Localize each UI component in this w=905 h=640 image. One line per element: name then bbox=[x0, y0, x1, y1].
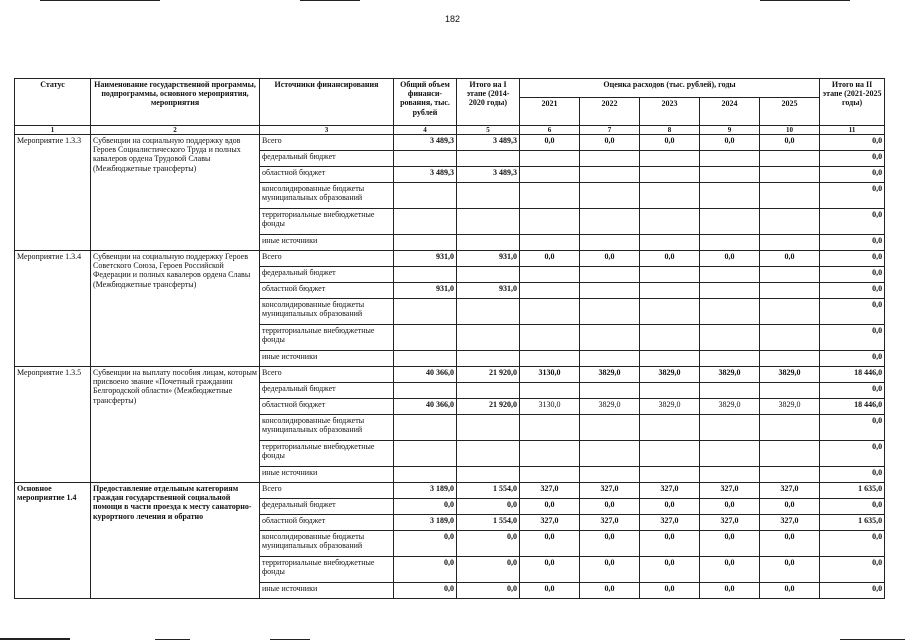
value-cell: 18 446,0 bbox=[820, 367, 885, 383]
value-cell: 1 635,0 bbox=[820, 483, 885, 499]
value-cell bbox=[457, 383, 520, 399]
source-cell: территориальные внебюджетные фонды bbox=[260, 209, 394, 235]
value-cell bbox=[700, 441, 760, 467]
value-cell: 327,0 bbox=[640, 483, 700, 499]
value-cell bbox=[760, 151, 820, 167]
value-cell: 21 920,0 bbox=[457, 367, 520, 383]
source-cell: федеральный бюджет bbox=[260, 383, 394, 399]
value-cell bbox=[700, 283, 760, 299]
column-number: 10 bbox=[760, 126, 820, 135]
value-cell: 0,0 bbox=[640, 583, 700, 599]
value-cell bbox=[394, 325, 457, 351]
budget-table bbox=[14, 78, 885, 599]
value-cell bbox=[457, 467, 520, 483]
value-cell: 327,0 bbox=[520, 483, 580, 499]
value-cell: 0,0 bbox=[820, 209, 885, 235]
value-cell: 3130,0 bbox=[520, 399, 580, 415]
value-cell bbox=[640, 167, 700, 183]
value-cell bbox=[700, 383, 760, 399]
status-cell: Мероприятие 1.3.4 bbox=[15, 251, 91, 367]
value-cell bbox=[580, 415, 640, 441]
value-cell bbox=[457, 209, 520, 235]
value-cell: 3829,0 bbox=[640, 367, 700, 383]
value-cell bbox=[457, 267, 520, 283]
value-cell bbox=[394, 383, 457, 399]
value-cell bbox=[640, 325, 700, 351]
page-number: 182 bbox=[444, 14, 461, 24]
value-cell: 0,0 bbox=[820, 299, 885, 325]
column-number: 3 bbox=[260, 126, 394, 135]
value-cell bbox=[520, 467, 580, 483]
value-cell: 3829,0 bbox=[700, 399, 760, 415]
scan-border-top bbox=[760, 0, 850, 1]
value-cell: 0,0 bbox=[820, 151, 885, 167]
source-cell: федеральный бюджет bbox=[260, 151, 394, 167]
value-cell bbox=[457, 299, 520, 325]
value-cell: 0,0 bbox=[820, 467, 885, 483]
value-cell: 3 489,3 bbox=[457, 135, 520, 151]
value-cell bbox=[640, 383, 700, 399]
value-cell bbox=[520, 167, 580, 183]
value-cell bbox=[580, 151, 640, 167]
value-cell: 0,0 bbox=[580, 531, 640, 557]
value-cell bbox=[580, 325, 640, 351]
value-cell bbox=[394, 183, 457, 209]
value-cell: 0,0 bbox=[760, 499, 820, 515]
value-cell bbox=[760, 415, 820, 441]
value-cell bbox=[580, 441, 640, 467]
value-cell bbox=[640, 299, 700, 325]
table-header bbox=[15, 79, 885, 135]
name-cell: Субвенции на выплату пособия лицам, которым присвоено звание «Почетный гражданин Белгородской области» (Межбюджетные трансферты) bbox=[91, 367, 260, 483]
column-number: 11 bbox=[820, 126, 885, 135]
column-number: 6 bbox=[520, 126, 580, 135]
column-number: 8 bbox=[640, 126, 700, 135]
value-cell bbox=[520, 283, 580, 299]
source-cell: Всего bbox=[260, 135, 394, 151]
value-cell bbox=[580, 351, 640, 367]
value-cell: 0,0 bbox=[820, 167, 885, 183]
header-source: Источники финансирования bbox=[260, 79, 394, 126]
source-cell: Всего bbox=[260, 483, 394, 499]
value-cell: 18 446,0 bbox=[820, 399, 885, 415]
value-cell bbox=[457, 441, 520, 467]
value-cell: 0,0 bbox=[820, 583, 885, 599]
header-year: 2024 bbox=[700, 98, 760, 126]
value-cell: 0,0 bbox=[394, 583, 457, 599]
value-cell bbox=[760, 383, 820, 399]
value-cell: 327,0 bbox=[580, 515, 640, 531]
value-cell: 327,0 bbox=[760, 515, 820, 531]
column-number-row bbox=[15, 126, 885, 135]
value-cell bbox=[640, 209, 700, 235]
value-cell bbox=[760, 351, 820, 367]
value-cell: 0,0 bbox=[394, 499, 457, 515]
column-number: 9 bbox=[700, 126, 760, 135]
value-cell: 0,0 bbox=[760, 531, 820, 557]
value-cell: 3 489,3 bbox=[457, 167, 520, 183]
source-cell: территориальные внебюджетные фонды bbox=[260, 557, 394, 583]
value-cell bbox=[520, 415, 580, 441]
value-cell: 327,0 bbox=[700, 515, 760, 531]
value-cell: 0,0 bbox=[820, 557, 885, 583]
value-cell bbox=[394, 441, 457, 467]
value-cell: 3829,0 bbox=[760, 399, 820, 415]
source-cell: областной бюджет bbox=[260, 283, 394, 299]
source-cell: федеральный бюджет bbox=[260, 499, 394, 515]
source-cell: территориальные внебюджетные фонды bbox=[260, 441, 394, 467]
value-cell bbox=[520, 383, 580, 399]
value-cell: 327,0 bbox=[520, 515, 580, 531]
value-cell bbox=[457, 235, 520, 251]
value-cell: 0,0 bbox=[580, 251, 640, 267]
value-cell: 3130,0 bbox=[520, 367, 580, 383]
value-cell bbox=[700, 267, 760, 283]
header-year: 2022 bbox=[580, 98, 640, 126]
value-cell: 931,0 bbox=[394, 283, 457, 299]
value-cell bbox=[700, 183, 760, 209]
value-cell: 0,0 bbox=[640, 557, 700, 583]
value-cell bbox=[640, 151, 700, 167]
value-cell: 3829,0 bbox=[640, 399, 700, 415]
value-cell bbox=[760, 167, 820, 183]
status-cell: Мероприятие 1.3.3 bbox=[15, 135, 91, 251]
value-cell: 0,0 bbox=[700, 499, 760, 515]
header-stage1: Итого на I этапе (2014-2020 годы) bbox=[457, 79, 520, 126]
value-cell bbox=[580, 209, 640, 235]
source-cell: областной бюджет bbox=[260, 515, 394, 531]
value-cell bbox=[760, 183, 820, 209]
table-row bbox=[15, 483, 885, 499]
value-cell: 0,0 bbox=[457, 557, 520, 583]
value-cell: 0,0 bbox=[520, 557, 580, 583]
value-cell: 931,0 bbox=[394, 251, 457, 267]
value-cell bbox=[520, 183, 580, 209]
value-cell bbox=[394, 467, 457, 483]
value-cell: 0,0 bbox=[640, 499, 700, 515]
value-cell: 3 489,3 bbox=[394, 167, 457, 183]
value-cell: 1 635,0 bbox=[820, 515, 885, 531]
value-cell bbox=[760, 441, 820, 467]
value-cell bbox=[640, 183, 700, 209]
value-cell bbox=[640, 415, 700, 441]
value-cell bbox=[394, 299, 457, 325]
header-year: 2025 bbox=[760, 98, 820, 126]
value-cell bbox=[520, 267, 580, 283]
value-cell bbox=[394, 209, 457, 235]
value-cell bbox=[457, 183, 520, 209]
value-cell: 0,0 bbox=[700, 583, 760, 599]
value-cell: 3 189,0 bbox=[394, 515, 457, 531]
value-cell: 0,0 bbox=[520, 583, 580, 599]
scan-border-top bbox=[300, 0, 360, 1]
value-cell: 3829,0 bbox=[760, 367, 820, 383]
source-cell: территориальные внебюджетные фонды bbox=[260, 325, 394, 351]
value-cell: 0,0 bbox=[820, 415, 885, 441]
value-cell: 0,0 bbox=[820, 251, 885, 267]
value-cell: 0,0 bbox=[457, 531, 520, 557]
value-cell bbox=[394, 151, 457, 167]
column-number: 4 bbox=[394, 126, 457, 135]
table-row bbox=[15, 367, 885, 383]
value-cell bbox=[520, 441, 580, 467]
value-cell: 327,0 bbox=[580, 483, 640, 499]
value-cell bbox=[700, 167, 760, 183]
source-cell: областной бюджет bbox=[260, 167, 394, 183]
value-cell: 21 920,0 bbox=[457, 399, 520, 415]
value-cell: 1 554,0 bbox=[457, 515, 520, 531]
value-cell: 0,0 bbox=[820, 283, 885, 299]
value-cell bbox=[700, 351, 760, 367]
value-cell: 0,0 bbox=[520, 531, 580, 557]
value-cell bbox=[760, 325, 820, 351]
value-cell bbox=[520, 351, 580, 367]
value-cell: 0,0 bbox=[457, 499, 520, 515]
column-number: 7 bbox=[580, 126, 640, 135]
scan-border-top bbox=[40, 0, 160, 1]
value-cell: 0,0 bbox=[820, 383, 885, 399]
value-cell: 0,0 bbox=[520, 135, 580, 151]
value-cell: 40 366,0 bbox=[394, 399, 457, 415]
header-stage2: Итого на II этапе (2021-2025 годы) bbox=[820, 79, 885, 126]
header-year: 2021 bbox=[520, 98, 580, 126]
value-cell: 0,0 bbox=[520, 499, 580, 515]
value-cell bbox=[760, 235, 820, 251]
value-cell bbox=[520, 151, 580, 167]
value-cell: 931,0 bbox=[457, 283, 520, 299]
source-cell: консолидированные бюджеты муниципальных образований bbox=[260, 531, 394, 557]
value-cell: 3829,0 bbox=[580, 367, 640, 383]
header-total: Общий объем финанси-рования, тыс. рублей bbox=[394, 79, 457, 126]
value-cell: 0,0 bbox=[820, 531, 885, 557]
value-cell bbox=[394, 235, 457, 251]
header-estimate: Оценка расходов (тыс. рублей), годы bbox=[520, 79, 820, 98]
value-cell: 0,0 bbox=[820, 183, 885, 209]
value-cell: 0,0 bbox=[760, 251, 820, 267]
value-cell: 0,0 bbox=[820, 267, 885, 283]
value-cell bbox=[760, 299, 820, 325]
value-cell: 0,0 bbox=[700, 251, 760, 267]
name-cell: Предоставление отдельным категориям граждан государственной социальной помощи в части проезда к месту санаторно-курортного лечения и обратно bbox=[91, 483, 260, 599]
value-cell bbox=[640, 235, 700, 251]
value-cell bbox=[640, 351, 700, 367]
value-cell bbox=[760, 283, 820, 299]
value-cell: 0,0 bbox=[760, 135, 820, 151]
source-cell: иные источники bbox=[260, 583, 394, 599]
value-cell: 40 366,0 bbox=[394, 367, 457, 383]
source-cell: консолидированные бюджеты муниципальных образований bbox=[260, 299, 394, 325]
source-cell: консолидированные бюджеты муниципальных образований bbox=[260, 183, 394, 209]
value-cell: 3829,0 bbox=[700, 367, 760, 383]
value-cell: 0,0 bbox=[700, 531, 760, 557]
value-cell: 0,0 bbox=[760, 583, 820, 599]
value-cell bbox=[520, 325, 580, 351]
value-cell: 3 189,0 bbox=[394, 483, 457, 499]
value-cell bbox=[580, 383, 640, 399]
value-cell bbox=[457, 325, 520, 351]
value-cell bbox=[580, 235, 640, 251]
value-cell bbox=[640, 441, 700, 467]
header-status: Статус bbox=[15, 79, 91, 126]
value-cell: 0,0 bbox=[700, 135, 760, 151]
status-cell: Основное мероприятие 1.4 bbox=[15, 483, 91, 599]
column-number: 1 bbox=[15, 126, 91, 135]
name-cell: Субвенции на социальную поддержку Героев Советского Союза, Героев Российской Федерации и полных кавалеров ордена Славы (Межбюджетные трансферты) bbox=[91, 251, 260, 367]
value-cell bbox=[457, 351, 520, 367]
header-year: 2023 bbox=[640, 98, 700, 126]
source-cell: иные источники bbox=[260, 351, 394, 367]
value-cell bbox=[520, 299, 580, 325]
value-cell: 0,0 bbox=[820, 441, 885, 467]
source-cell: консолидированные бюджеты муниципальных образований bbox=[260, 415, 394, 441]
source-cell: иные источники bbox=[260, 235, 394, 251]
value-cell: 0,0 bbox=[580, 135, 640, 151]
value-cell bbox=[700, 299, 760, 325]
value-cell: 0,0 bbox=[760, 557, 820, 583]
value-cell bbox=[580, 283, 640, 299]
value-cell bbox=[700, 235, 760, 251]
value-cell: 0,0 bbox=[700, 557, 760, 583]
value-cell bbox=[760, 467, 820, 483]
value-cell: 0,0 bbox=[640, 135, 700, 151]
value-cell bbox=[394, 415, 457, 441]
status-cell: Мероприятие 1.3.5 bbox=[15, 367, 91, 483]
value-cell bbox=[580, 299, 640, 325]
source-cell: иные источники bbox=[260, 467, 394, 483]
value-cell: 327,0 bbox=[760, 483, 820, 499]
value-cell: 0,0 bbox=[820, 135, 885, 151]
value-cell: 0,0 bbox=[394, 531, 457, 557]
header-name: Наименование государственной программы, подпрограммы, основного мероприятия, мероприятия bbox=[91, 79, 260, 126]
value-cell: 0,0 bbox=[820, 235, 885, 251]
value-cell: 1 554,0 bbox=[457, 483, 520, 499]
value-cell bbox=[640, 467, 700, 483]
value-cell bbox=[640, 267, 700, 283]
table-row bbox=[15, 135, 885, 151]
value-cell bbox=[394, 267, 457, 283]
value-cell: 0,0 bbox=[457, 583, 520, 599]
value-cell: 3829,0 bbox=[580, 399, 640, 415]
column-number: 5 bbox=[457, 126, 520, 135]
value-cell bbox=[520, 235, 580, 251]
value-cell bbox=[520, 209, 580, 235]
value-cell: 327,0 bbox=[700, 483, 760, 499]
value-cell bbox=[394, 351, 457, 367]
table-row bbox=[15, 251, 885, 267]
source-cell: областной бюджет bbox=[260, 399, 394, 415]
value-cell bbox=[760, 209, 820, 235]
value-cell: 0,0 bbox=[580, 583, 640, 599]
value-cell bbox=[700, 325, 760, 351]
name-cell: Субвенции на социальную поддержку вдов Героев Социалистического Труда и полных кавалеров ордена Трудовой Славы (Межбюджетные трансферты) bbox=[91, 135, 260, 251]
value-cell: 0,0 bbox=[820, 351, 885, 367]
value-cell: 931,0 bbox=[457, 251, 520, 267]
value-cell: 327,0 bbox=[640, 515, 700, 531]
value-cell: 0,0 bbox=[580, 499, 640, 515]
source-cell: федеральный бюджет bbox=[260, 267, 394, 283]
value-cell: 0,0 bbox=[820, 325, 885, 351]
value-cell bbox=[457, 151, 520, 167]
value-cell: 0,0 bbox=[580, 557, 640, 583]
source-cell: Всего bbox=[260, 367, 394, 383]
value-cell bbox=[640, 283, 700, 299]
value-cell bbox=[700, 151, 760, 167]
value-cell bbox=[580, 267, 640, 283]
value-cell bbox=[580, 167, 640, 183]
value-cell: 3 489,3 bbox=[394, 135, 457, 151]
value-cell bbox=[457, 415, 520, 441]
value-cell bbox=[580, 467, 640, 483]
table-body bbox=[15, 135, 885, 599]
value-cell bbox=[700, 467, 760, 483]
value-cell bbox=[580, 183, 640, 209]
value-cell bbox=[760, 267, 820, 283]
value-cell: 0,0 bbox=[640, 531, 700, 557]
value-cell bbox=[700, 415, 760, 441]
value-cell bbox=[700, 209, 760, 235]
source-cell: Всего bbox=[260, 251, 394, 267]
column-number: 2 bbox=[91, 126, 260, 135]
value-cell: 0,0 bbox=[394, 557, 457, 583]
value-cell: 0,0 bbox=[520, 251, 580, 267]
value-cell: 0,0 bbox=[820, 499, 885, 515]
value-cell: 0,0 bbox=[640, 251, 700, 267]
